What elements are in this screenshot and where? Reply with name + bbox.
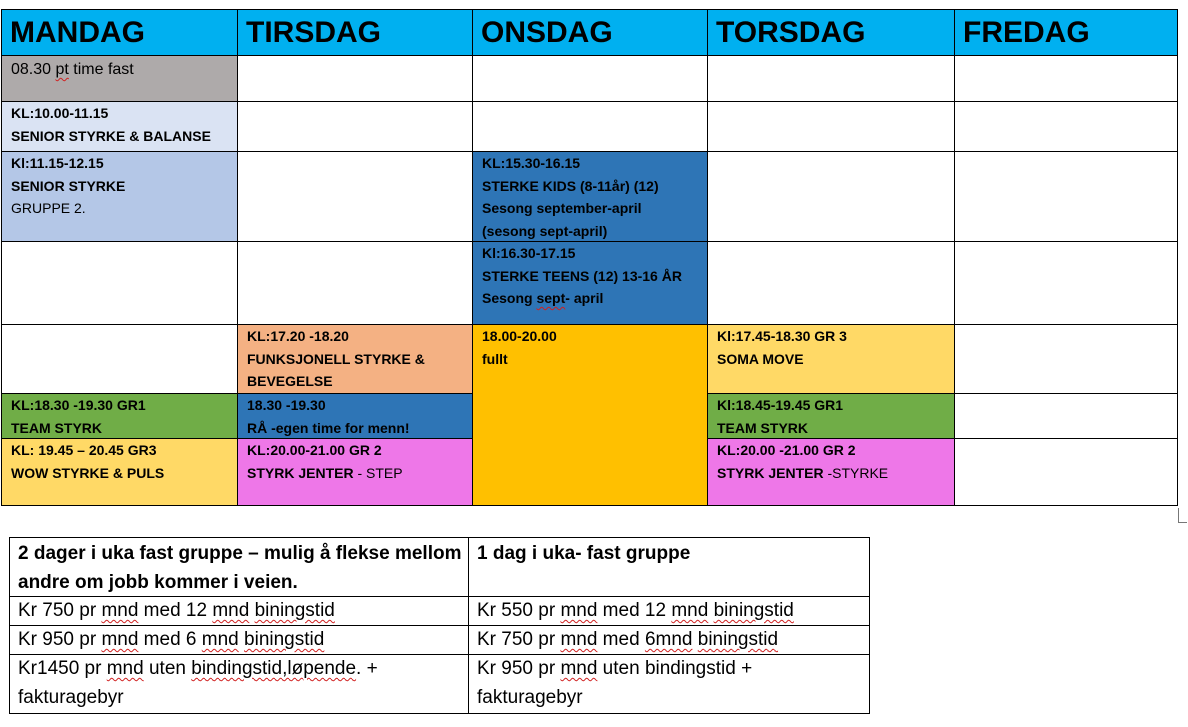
slot-empty [1, 324, 238, 394]
price-text: Kr 950 pr [477, 658, 561, 679]
slot-text [11, 59, 231, 82]
slot-season: Sesong september-april [482, 200, 642, 216]
slot-empty [1, 241, 238, 325]
slot-empty [954, 101, 1178, 152]
header-mandag: MANDAG [1, 9, 238, 56]
slot-title: SENIOR STYRKE & BALANSE [11, 127, 211, 144]
slot-empty [237, 151, 473, 242]
slot-time: Kl:18.45-19.45 GR1 [717, 397, 844, 413]
slot-empty [237, 55, 473, 102]
price-text: med [597, 629, 645, 650]
header-tirsdag: TIRSDAG [237, 9, 473, 56]
slot-empty [954, 324, 1178, 394]
price-text: uten bindingstid + [597, 658, 753, 679]
price-text: . + [356, 658, 378, 679]
slot-title: FUNKSJONELL STYRKE & [247, 350, 425, 367]
slot-season-prefix: Sesong [482, 290, 537, 306]
slot-empty [954, 438, 1178, 506]
slot-title: TEAM STYRK [11, 419, 102, 436]
slot-time: KL:10.00-11.15 [11, 105, 109, 121]
pricing-row [9, 596, 469, 626]
slot-empty [472, 101, 708, 152]
slot-tue-r6 [237, 393, 473, 439]
price-text: med 12 [138, 600, 213, 621]
slot-empty [707, 101, 955, 152]
price-text: Kr 950 pr [18, 629, 102, 650]
slot-thu-r7 [707, 438, 955, 506]
slot-title: STERKE TEENS (12) 13-16 ÅR [482, 267, 682, 284]
price-word: mnd [671, 600, 709, 621]
slot-time: KL:20.00-21.00 GR 2 [247, 442, 382, 458]
slot-wed-r6 [472, 393, 708, 439]
pricing-header-two-days: 2 dager i uka fast gruppe – mulig å flekse mellom andre om jobb kommer i veien. [9, 537, 469, 597]
slot-season-note: (sesong sept-april) [482, 222, 608, 239]
slot-thu-r6 [707, 393, 955, 439]
price-text: med 12 [597, 600, 672, 621]
pricing-header-one-day: 1 dag i uka- fast gruppe [468, 537, 870, 597]
slot-tue-r7 [237, 438, 473, 506]
slot-empty [954, 241, 1178, 325]
price-text: uten [143, 658, 192, 679]
slot-mon-r1 [1, 55, 238, 102]
slot-empty [707, 241, 955, 325]
slot-empty [954, 55, 1178, 102]
slot-time: KL: 19.45 – 20.45 GR3 [11, 442, 157, 458]
slot-time: KL:15.30-16.15 [482, 155, 581, 171]
slot-wed-r5 [472, 324, 708, 394]
price-text: Kr 750 pr [477, 629, 561, 650]
slot-empty [954, 393, 1178, 439]
price-word: 6mnd [644, 629, 693, 650]
slot-time: Kl:16.30-17.15 [482, 245, 576, 261]
slot-title [247, 462, 466, 485]
slot-empty [237, 101, 473, 152]
price-word: mnd [560, 600, 598, 621]
slot-wed-r4 [472, 241, 708, 325]
pricing-row [9, 625, 469, 655]
pricing-row [468, 654, 870, 714]
pricing-row [468, 596, 870, 626]
slot-time: Kl:11.15-12.15 [11, 155, 104, 171]
slot-empty [954, 151, 1178, 242]
price-word: mnd [212, 600, 250, 621]
header-onsdag: ONSDAG [472, 9, 708, 56]
header-fredag: FREDAG [954, 9, 1178, 56]
slot-title-main: STYRK JENTER [247, 464, 354, 481]
slot-title: WOW STYRKE & PULS [11, 464, 165, 481]
slot-season-word: sept [536, 290, 566, 306]
slot-time: Kl:17.45-18.30 GR 3 [717, 328, 847, 344]
slot-mon-r2 [1, 101, 238, 152]
price-word: biningstid [244, 629, 325, 650]
slot-title-suffix: -STYRKE [823, 464, 889, 481]
price-word: mnd [560, 629, 598, 650]
price-text: Kr 550 pr [477, 600, 561, 621]
slot-empty [472, 55, 708, 102]
price-word: mnd [106, 658, 144, 679]
header-torsdag: TORSDAG [707, 9, 955, 56]
slot-mon-r3 [1, 151, 238, 242]
slot-desc: time fast [68, 61, 134, 78]
slot-status: fullt [482, 350, 508, 367]
slot-title-main: STYRK JENTER [717, 464, 824, 481]
slot-wed-r7 [472, 438, 708, 506]
slot-time: KL:17.20 -18.20 [247, 328, 349, 344]
slot-time: 08.30 [11, 61, 56, 78]
price-word: fakturagebyr [477, 686, 583, 708]
slot-word: pt [55, 61, 69, 78]
slot-empty [707, 55, 955, 102]
price-word: mnd [101, 600, 139, 621]
price-word: fakturagebyr [18, 686, 124, 708]
slot-title-suffix: - STEP [353, 464, 403, 481]
slot-tue-r5 [237, 324, 473, 394]
slot-empty [237, 241, 473, 325]
slot-time: KL:20.00 -21.00 GR 2 [717, 442, 856, 458]
price-word: biningstid [713, 600, 794, 621]
slot-mon-r7 [1, 438, 238, 506]
pricing-row [9, 654, 469, 714]
price-word: bindingstid,løpende [191, 658, 357, 679]
slot-title-cont: BEVEGELSE [247, 373, 333, 389]
slot-wed-r3 [472, 151, 708, 242]
slot-mon-r6 [1, 393, 238, 439]
slot-title: SENIOR STYRKE [11, 177, 126, 194]
slot-empty [707, 151, 955, 242]
slot-title: TEAM STYRK [717, 419, 808, 436]
slot-time: 18.00-20.00 [482, 328, 557, 344]
price-word: mnd [101, 629, 139, 650]
slot-title: SOMA MOVE [717, 350, 804, 367]
slot-time: KL:18.30 -19.30 GR1 [11, 397, 146, 413]
slot-subtitle: GRUPPE 2. [11, 200, 86, 216]
price-word: mnd [201, 629, 239, 650]
price-word: biningstid [254, 600, 335, 621]
price-text: med 6 [138, 629, 202, 650]
slot-thu-r5 [707, 324, 955, 394]
table-resize-handle[interactable] [1178, 508, 1187, 523]
price-text: Kr1450 pr [18, 658, 107, 679]
slot-title: RÅ -egen time for menn! [247, 419, 410, 436]
price-word: mnd [560, 658, 598, 679]
slot-title: STERKE KIDS (8-11år) (12) [482, 177, 659, 194]
slot-time: 18.30 -19.30 [247, 397, 326, 413]
slot-title [717, 462, 948, 485]
price-text: Kr 750 pr [18, 600, 102, 621]
slot-season [482, 287, 701, 310]
price-word: biningstid [697, 629, 779, 650]
pricing-row [468, 625, 870, 655]
slot-season-suffix: - april [565, 290, 604, 306]
